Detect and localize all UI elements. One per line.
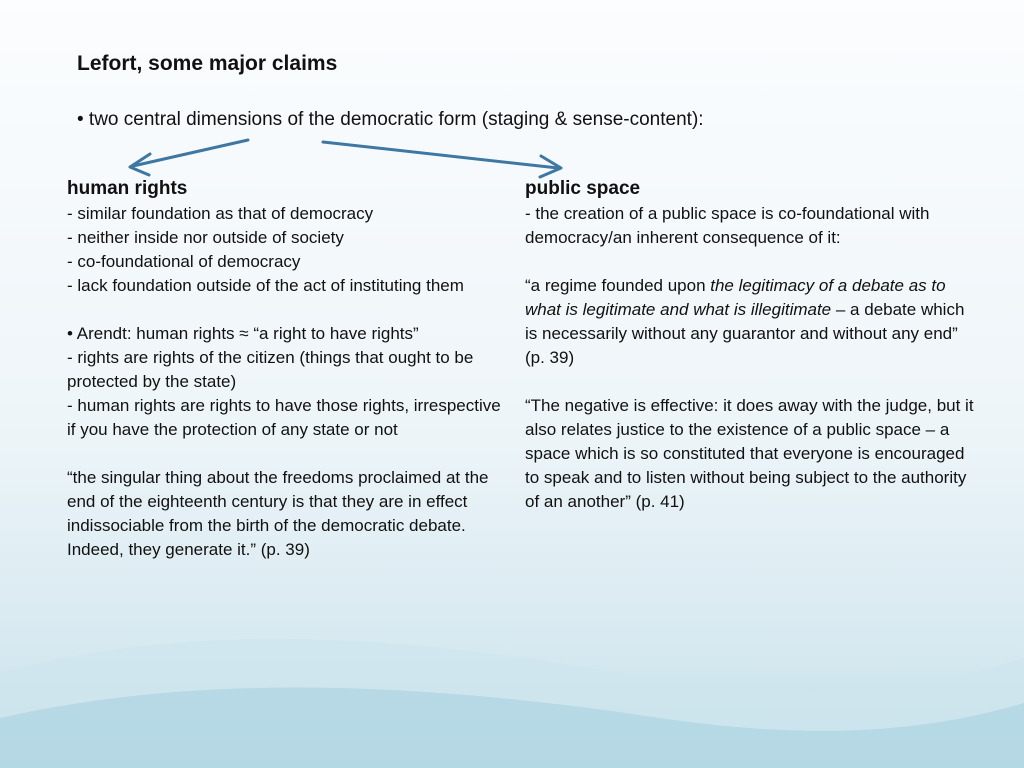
public-space-column	[525, 176, 980, 514]
freedoms-quote: “the singular thing about the freedoms proclaimed at the end of the eighteenth century is that they are in effect indissociable from the birth of the democratic debate. Indeed, they generate it.” (p. 39)	[67, 468, 489, 559]
bullet-dimensions: • two central dimensions of the democratic form (staging & sense-content):	[77, 109, 704, 130]
arrows	[0, 0, 1024, 200]
human-rights-column	[67, 176, 512, 562]
quote-end: – a debate which is necessarily without any guarantor and without any end” (p. 39)	[525, 300, 965, 367]
list-item: - neither inside nor outside of society	[67, 228, 344, 247]
arrow-right-icon	[323, 142, 561, 177]
quote-italic: the legitimacy of a debate as to what is legitimate and what is illegitimate	[525, 276, 946, 319]
slide-title: Lefort, some major claims	[77, 52, 338, 75]
quote-start: “a regime founded upon	[525, 276, 711, 295]
negative-quote: “The negative is effective: it does away with the judge, but it also relates justice to the existence of a public space – a space which is so constituted that everyone is encouraged to speak and to listen without being subject to the authority of an another” (p. 41)	[525, 396, 974, 511]
arrow-left-icon	[130, 140, 248, 175]
public-space-intro: - the creation of a public space is co-foundational with democracy/an inherent consequence of it:	[525, 204, 930, 247]
list-item: - lack foundation outside of the act of instituting them	[67, 276, 464, 295]
list-item: - rights are rights of the citizen (things that ought to be protected by the state)	[67, 348, 474, 391]
list-item: - human rights are rights to have those rights, irrespective if you have the protection of any state or not	[67, 396, 501, 439]
human-rights-heading: human rights	[67, 178, 188, 199]
public-space-heading: public space	[525, 178, 641, 199]
regime-quote	[525, 274, 980, 370]
list-item: - co-foundational of democracy	[67, 252, 301, 271]
arendt-bullet: • Arendt: human rights ≈ “a right to have rights”	[67, 324, 419, 343]
list-item: - similar foundation as that of democracy	[67, 204, 374, 223]
background-wave	[0, 578, 1024, 768]
